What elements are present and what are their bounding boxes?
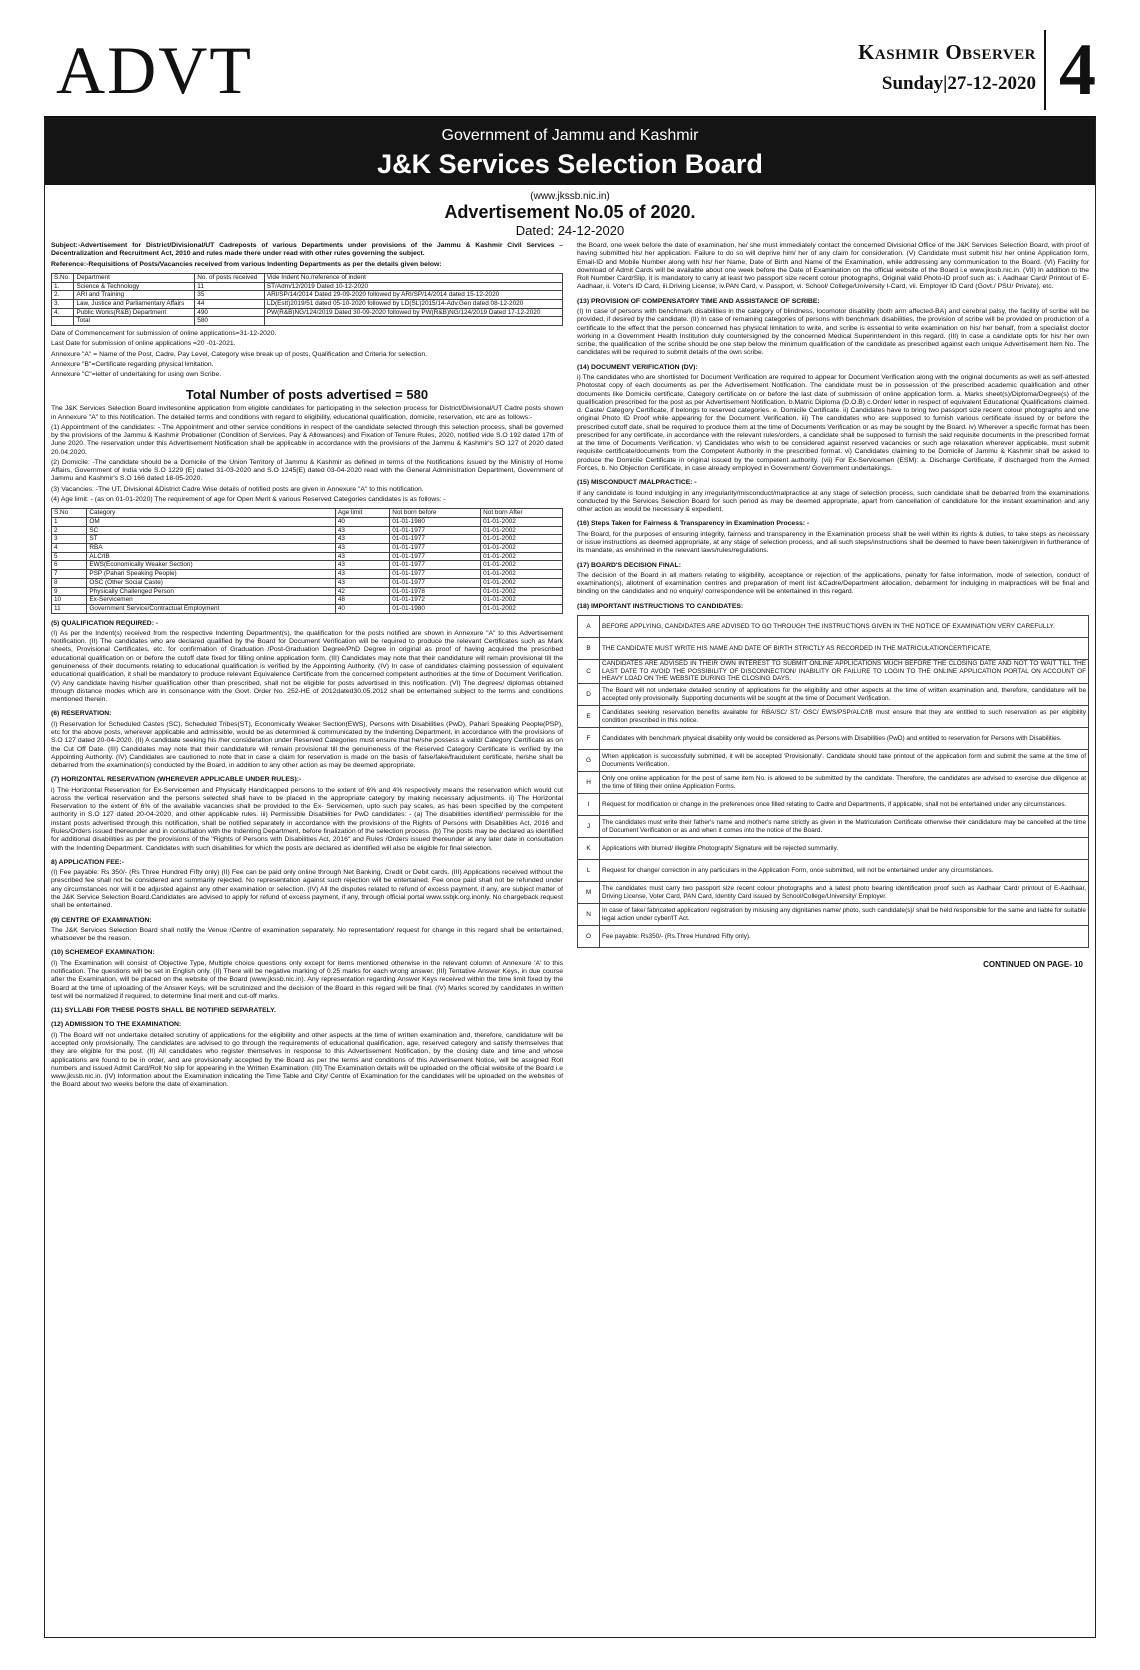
- cell: 01-01-2002: [481, 596, 563, 605]
- cell: Fee payable: Rs350/- (Rs.Three Hundred Fifty only).: [600, 926, 1089, 948]
- cell: 01-01-2002: [481, 561, 563, 570]
- section-13: (I) In case of persons with benchmark disabilities in the category of blindness, locomotor disability (both arm affected-BA) and cerebral palsy, the facility of scribe will be provided, if desired by the candidate. (II) In case of remaining categories of persons with benchmark disabilities, the provision of scribe will be provided on production of a certificate to the effect that the person concerned has physical limitation to write, and scribe is essential to write examination on his/ her behalf, from a specialist doctor working in a Government Health Institution duly countersigned by the concerned Medical Superintendent in this regard. (III) In case a candidate opts for his/ her own scribe, the qualification of the scribe should be one step below the minimum qualification of the candidate as prescribed against each unique Advertisement Item No. The candidates will be required to submit details of the own scribe.: [577, 307, 1089, 357]
- cell: 01-01-2002: [481, 518, 563, 527]
- section-11-title: (11) SYLLABI FOR THESE POSTS SHALL BE NOTIFIED SEPARATELY.: [51, 1007, 276, 1015]
- table-header: Not born After: [481, 509, 563, 518]
- section-10-title: (10) SCHEMEOF EXAMINATION:: [51, 949, 155, 957]
- table-row: [52, 518, 563, 527]
- section-17-title: (17) BOARD'S DECISION FINAL:: [577, 561, 681, 569]
- section-6: (I) Reservation for Scheduled Castes (SC), Scheduled Tribes(ST), Economically Weaker Section(EWS), Persons with Disabilities (PwD), Pahari Speaking People(PSP), etc for the above posts, wherever applicable and admissible, would be as determined & communicated by the Indenting Department, in accordance with the provisions of S.O 127 dated 20-04-2020. (II) A candidate seeking his /her consideration under Reserved Categories must ensure that he/she possess a valid/ Category Certificate as on the Cut Off Date. (III) Candidates may note that their candidature will remain provisional till the genuineness of the Reserved Category Certificate is verified by the Appointing Authority. (IV) Candidates are cautioned to note that in case a claim for reservation is made on the basis of false/fake/fraudulent certificate, he/she shall be debarred from the examination(s) conducted by the Board, in addition to any other action as may be deemed appropriate.: [51, 720, 563, 770]
- cell: Request for change/ correction in any particulars in the Application Form, once submitted, will not be entertained under any circumstances.: [600, 860, 1089, 882]
- cell: 40: [335, 518, 389, 527]
- website: (www.jkssb.nic.in): [530, 191, 610, 202]
- cell: 43: [335, 552, 389, 561]
- table-row: [52, 509, 563, 518]
- cell: RBA: [87, 544, 336, 553]
- table-header: Department: [74, 273, 195, 282]
- cell: 01-01-1980: [390, 518, 481, 527]
- table-row: [52, 535, 563, 544]
- table-row: [52, 587, 563, 596]
- cell: 4: [52, 544, 87, 553]
- table-row: [578, 706, 1089, 728]
- cell: 43: [335, 544, 389, 553]
- table-row: [52, 291, 563, 300]
- cell: Science & Technology: [74, 282, 195, 291]
- cell: 48: [335, 596, 389, 605]
- section-12: (I) The Board will not undertake detailed scrutiny of applications for the eligibility and other aspects at the time of written examination and, therefore, candidature will be accepted only provisionally. The candidates are advised to go through the requirements of educational qualification, age, reserved category and satisfy themselves that they are eligible for the post. (II) All candidates who register themselves in response to this Advertisement Notification, by the closing date and time and whose applications are found to be in order, and are provisionally accepted by the Board as per the terms and conditions of this Advertisement Notice, will be assigned Roll numbers and issued Admit Card/Roll No slip for appearing in the Written Examination. (III) The Examination details will be uploaded on the official website of the Board i.e www.jkssb.nic.in. (IV) Information about the Examination indicating the Time Table and City/ Centre of Examination for the candidates will be uploaded on the websites of the Board about two weeks before the date of examination.: [51, 1031, 563, 1089]
- cell: The candidates must carry two passport size recent colour photographs and a latest photo bearing identification proof such as Aadhaar Card/ printout of E-Aadhaar, Driving License, Voter Card, PAN Card, Identity Card issued by School/College/University/ Employer.: [600, 882, 1089, 904]
- table-row: [52, 578, 563, 587]
- issue-date: Sunday|27-12-2020: [881, 73, 1036, 94]
- table-row: [578, 816, 1089, 838]
- cell: L: [578, 860, 600, 882]
- cell: 43: [335, 526, 389, 535]
- masthead: [44, 30, 1096, 114]
- cell: 580: [195, 317, 265, 326]
- cell: 01-01-2002: [481, 526, 563, 535]
- cell: When application is successfully submitted, it will be accepted 'Provisionally'. Candidate should take printout of the application form and submit the same at the time of Documents Verification.: [600, 750, 1089, 772]
- section-16-title: (16) Steps Taken for Fairness & Transparency in Examination Process: -: [577, 520, 810, 528]
- section-16: The Board, for the purposes of ensuring integrity, fairness and transparency in the Examination process shall be well within its rights & duties, to take steps as necessary or issue instructions as deemed appropriate, at any stage of selection process, and all such steps/instructions shall be deemed to have been taken/given in furtherance of its mandate, as enshrined in the relevant laws/rules/regulations.: [577, 530, 1089, 555]
- right-intro: the Board, one week before the date of examination, he/ she must immediately contact the concerned Divisional Office of the J&K Services Selection Board, with proof of having submitted his/ her application. Failure to do so will deprive him/ her of any claim for consideration. (V) Candidate must submit his/ her online Application form, Email-ID and Mobile Number along with his/ her Name, Date of Birth and Name of the Examination, while addressing any communication to the Board. (VI) Facility for download of Admit Cards will be available about one week before the Date of Examination on the official website of the Board i.e www.jkssb.nic.in. (VII) In addition to the Roll Number Card/Slip, it is mandatory to carry at least two passport size recent colour photographs, Original valid Photo-ID proof such as: i. Aadhaar Card/ Printout of E-Aadhaar, ii. Voter's ID Card, iii.Driving License, iv.PAN Card, v. Passport, vi. School/ College/University I-Card, vii. Employer ID Card (Govt./ PSU/ Private), etc.: [577, 242, 1089, 291]
- instructions-table: [577, 615, 1089, 948]
- paper-brand: [858, 40, 1036, 95]
- date-item: Date of Commencement for submission of online applications=31-12-2020.: [51, 329, 277, 337]
- table-row: [52, 317, 563, 326]
- cell: CANDIDATES ARE ADVISED IN THEIR OWN INTEREST TO SUBMIT ONLINE APPLICATIONS MUCH BEFORE THE CLOSING DATE AND NOT TO WAIT TILL THE LAST DATE TO AVOID THE POSSIBILITY OF DISCONNECTION/ INABILITY OR FAILURE TO LOGIN TO THE ONLINE APPLICATION PORTAL ON ACCOUNT OF HEAVY LOAD ON THE WEBSITE DURING THE CLOSING DAYS.: [600, 659, 1089, 683]
- table-row: [578, 838, 1089, 860]
- cell: 2.: [52, 291, 74, 300]
- cell: Government Service/Contractual Employment: [87, 604, 336, 613]
- table-row: [578, 904, 1089, 926]
- section-8-title: 8) APPLICATION FEE:-: [51, 858, 124, 866]
- cell: 01-01-1977: [390, 526, 481, 535]
- date-item: Annexure "B"=Certificate regarding physical limitation.: [51, 360, 214, 368]
- continued-note: CONTINUED ON PAGE- 10: [983, 960, 1083, 970]
- cell: 6: [52, 561, 87, 570]
- cell: Only one online application for the post of same item No. is allowed to be submitted by the candidate. Therefore, the candidates are advised to exercise due diligence at the time of filling their online Application Forms.: [600, 772, 1089, 794]
- section-12-title: (12) ADMISSION TO THE EXAMINATION:: [51, 1021, 182, 1029]
- cell: Physically Challenged Person: [87, 587, 336, 596]
- cell: 2: [52, 526, 87, 535]
- table-row: [52, 282, 563, 291]
- cell: 11: [195, 282, 265, 291]
- advertisement-box: [44, 118, 1096, 1638]
- cell: 01-01-2002: [481, 570, 563, 579]
- section-5-title: (5) QUALIFICATION REQUIRED: -: [51, 619, 159, 627]
- table-row: [578, 882, 1089, 904]
- cell: J: [578, 816, 600, 838]
- table-row: [52, 570, 563, 579]
- section-7-title: (7) HORIZONTAL RESERVATION (WHEREVER APPLICABLE UNDER RULES):-: [51, 776, 302, 784]
- section-9-title: (9) CENTRE OF EXAMINATION:: [51, 916, 152, 924]
- cell: 01-01-1980: [390, 604, 481, 613]
- cell: Law, Justice and Parliamentary Affairs: [74, 299, 195, 308]
- cell: D: [578, 684, 600, 706]
- cell: Applications with blurred/ illegible Photograph/ Signature will be rejected summarily.: [600, 838, 1089, 860]
- cell: 43: [335, 561, 389, 570]
- cell: 7: [52, 570, 87, 579]
- cell: 01-01-1977: [390, 570, 481, 579]
- section-1: (1) Appointment of the candidates: - The Appointment and other service conditions in respect of the candidate selected through this selection process, shall be governed by the provisions of the Jammu & Kashmir Probationer (Condition of Services, Pay & Allowances) and Fixation of Tenure Rules, 2020, notified vide S.O 192 dated 17th of June 2020. The reservation under this Advertisement Notification shall be applicable in accordance with the provisions of the Jammu & Kashmir's SO 127 of 2020 dated 20.04.2020.: [51, 423, 563, 456]
- cell: 01-01-1977: [390, 535, 481, 544]
- table-row: [52, 308, 563, 317]
- table-row: [52, 526, 563, 535]
- cell: [264, 317, 562, 326]
- cell: In case of fake/ fabricated application/ registration by misusing any dignitaries name/ photo, such candidate(s)/ shall be held responsible for the same and liable for suitable legal action under cyber/IT Act.: [600, 904, 1089, 926]
- section-2: (2) Domicile: -The candidate should be a Domicile of the Union Territory of Jammu & Kashmir as defined in terms of the Notifications issued by the Ministry of Home Affairs, Government of India vide S.O 1229 (E) dated 31-03-2020 and S.O 1245(E) dated 03-04-2020 read with the General Administration Department, Government of Jammu and Kashmir's S.O 166 dated 18-05-2020.: [51, 458, 563, 483]
- cell: OSC (Other Social Caste): [87, 578, 336, 587]
- table-row: [578, 728, 1089, 750]
- cell: 44: [195, 299, 265, 308]
- cell: PW(R&B)NG/124/2019 Dated 30-09-2020 followed by PW(R&B)NG/124/2019 Dated 17-12-2020: [264, 308, 562, 317]
- cell: 490: [195, 308, 265, 317]
- cell: 01-01-2002: [481, 544, 563, 553]
- cell: C: [578, 659, 600, 683]
- cell: EWS(Economically Weaker Section): [87, 561, 336, 570]
- cell: 1: [52, 518, 87, 527]
- cell: PSP (Pahari Speaking People): [87, 570, 336, 579]
- table-row: [52, 273, 563, 282]
- cell: Public Works(R&B) Department: [74, 308, 195, 317]
- table-row: [578, 615, 1089, 637]
- section-5: (I) As per the Indent(s) received from the respective Indenting Department(s), the qualification for the posts notified are shown in Annexure "A" to this Advertisement Notification. (II) The candidates who are declared qualified by the Board for Document Verification will be required to produce the relevant Certificates such as Mark sheets, Provisional Certificates, etc. for confirmation of Graduation /Post-Graduation Degree/PhD Degree in original as proof of having acquired the prescribed educational qualification on or before the cutoff date fixed for filling online application form. (III) Candidates may note that their candidature will remain provisional till the genuineness of their documents relating to educational qualification is verified by the Appointing Authority. (IV) In case of candidates claiming possession of equivalent educational qualification, it shall be mandatory to produce relevant Equivalence Certificate from the concerned competent authorities at the time of Document Verification. (V) Any candidate having his/her qualification other than prescribed, shall not be eligible for posts advertised in this notification. (VI) The degrees/ diplomas obtained through distance modes which are in consonance with the Govt. Order No. 252-HE of 2012dated30.05.2012 shall be entertained subject to the terms and conditions mentioned therein.: [51, 629, 563, 704]
- cell: 01-01-2002: [481, 535, 563, 544]
- cell: Request for modification or change in the preferences once filled relating to Cadre and Departments, if applicable, shall not be entertained under any circumstances.: [600, 794, 1089, 816]
- intro-text: The J&K Services Selection Board invitesonline application from eligible candidates for participating in the selection process for District/Divisional/UT Cadre posts shown in Annexure "A" to this Notification. The detailed terms and conditions with regard to eligibility, educational qualification, domicile, reservation, etc are as follows:-: [51, 405, 563, 421]
- cell: 01-01-1972: [390, 596, 481, 605]
- cell: 1.: [52, 282, 74, 291]
- cell: E: [578, 706, 600, 728]
- table-row: [578, 926, 1089, 948]
- cell: 9: [52, 587, 87, 596]
- cell: H: [578, 772, 600, 794]
- page-number: 4: [1044, 30, 1096, 110]
- advertisement-date: Dated: 24-12-2020: [515, 223, 625, 238]
- newspaper-page: [44, 30, 1096, 1640]
- table-header: Not born before: [390, 509, 481, 518]
- table-row: [578, 772, 1089, 794]
- cell: The Board will not undertake detailed scrutiny of applications for the eligibility and other aspects at the time of written examination and, therefore, candidature will be accepted only provisionally. Supporting documents will be sought at the time of Document Verification.: [600, 684, 1089, 706]
- cell: The candidates must write their father's name and mother's name strictly as given in the Matriculation Certificate otherwise their candidature may be cancelled at the time of Document Verification or as and when it comes into the notice of the Board.: [600, 816, 1089, 838]
- cell: 40: [335, 604, 389, 613]
- cell: 5: [52, 552, 87, 561]
- table-row: [52, 552, 563, 561]
- section-18-title: (18) IMPORTANT INSTRUCTIONS TO CANDIDATES:: [577, 602, 744, 610]
- cell: 01-01-2002: [481, 552, 563, 561]
- section-14-title: (14) DOCUMENT VERIFICATION (DV):: [577, 363, 698, 371]
- section-3: (3) Vacancies: -The UT, Divisional &District Cadre Wise details of notified posts are given in Annexure "A" to this notification.: [51, 485, 424, 493]
- paper-name: Kashmir Observer: [858, 40, 1036, 64]
- cell: 35: [195, 291, 265, 300]
- table-header: Age limit: [335, 509, 389, 518]
- cell: 43: [335, 535, 389, 544]
- cell: THE CANDIDATE MUST WRITE HIS NAME AND DATE OF BIRTH STRICTLY AS RECORDED IN THE MATRICULATIONCERTIFICATE.: [600, 637, 1089, 659]
- columns: [51, 242, 1089, 1092]
- cell: N: [578, 904, 600, 926]
- table-row: [578, 684, 1089, 706]
- section-7: i) The Horizontal Reservation for Ex-Servicemen and Physically Handicapped persons to the extent of 6% and 4% respectively means the reservation which would cut across the vertical reservation and the persons selected shall have to be placed in the appropriate category by making necessary adjustments. ii) The Horizontal Reservation to the extent of 6% of the available vacancies shall be provided to the Ex- Servicemen, upto such pay scales, as has been specified by the competent authority in S.O 127 dated 20-04-2020, and other applicable rules. iii) Permissible Disabilities for PwD candidates: - (a) The disabilities identified/ permissible for the instant posts advertised through this notification, shall be notified separately in accordance with the provisions of the Rights of Persons with Disabilities Act, 2016 and Rules/Orders issued thereunder and in consultation with the Indenting Department, before finalization of the selection process. (b) The posts may be declared as identified for additional disabilities as per the provisions of the "Rights of Persons with Disabilities Act, 2016" and Rules /Orders issued thereunder at any later date in consultation with the Indenting Department. Candidates with such disabilities for which the posts are declared as identified will also be eligible for final selection.: [51, 786, 563, 852]
- left-column: [51, 242, 563, 1092]
- cell: 4.: [52, 308, 74, 317]
- cell: ARI/SP/14/2014 Dated 29-09-2020 followed by ARI/SP/14/2014 dated 15-12-2020: [264, 291, 562, 300]
- cell: K: [578, 838, 600, 860]
- cell: ST/Adm/12/2019 Dated 10-12-2020: [264, 282, 562, 291]
- cell: BEFORE APPLYING, CANDIDATES ARE ADVISED TO GO THROUGH THE INSTRUCTIONS GIVEN IN THE NOTICE OF EXAMINATION VERY CAREFULLY.: [600, 615, 1089, 637]
- board-name: J&K Services Selection Board: [377, 149, 763, 179]
- cell: 8: [52, 578, 87, 587]
- date-item: Annexure "A" = Name of the Post, Cadre, Pay Level, Category wise break up of posts, Qualification and Criteria for selection.: [51, 350, 428, 358]
- section-15-title: (15) MISCONDUCT /MALPRACTICE: -: [577, 479, 697, 487]
- section-6-title: (6) RESERVATION:: [51, 710, 112, 718]
- section-8: (I) Fee payable: Rs 350/- (Rs Three Hundred Fifty only) (II) Fee can be paid only online through Net Banking, Credit or Debit cards. (III) Applications received without the prescribed fee shall not be considered and summarily rejected. No representation against such rejection will be entertained. Fee once paid shall not be refunded under any circumstances nor will it be adjusted against any other examination or selection. (IV) All the disputes related to refund of excess payment, if any, are subject matter of the J&K Service Selection Board.Candidates are advised to apply for refund of excess payment, if any, through official portal www.ssbjk.org.inonly. No chargeback request shall be entertained.: [51, 869, 563, 910]
- table-row: [52, 544, 563, 553]
- table-row: [52, 604, 563, 613]
- section-13-title: (13) PROVISION OF COMPENSATORY TIME AND ASSISTANCE OF SCRIBE:: [577, 297, 820, 305]
- section-14: i) The candidates who are shortlisted for Document Verification are required to appear for Document Verification along with the original documents as well as self-attested Photostat copy of each documents as per the Advertisement Notification. The candidate must be in possession of the prescribed academic qualification and other documents like Domicile certificate, Category certificate on or before the last date of submission of online application form. a. Marks sheet(s)/Diploma/Degree(s) of the qualification prescribed for the post as per Advertisement Notification. b.Matric Diploma (D.O.B) c.Order/ letter in respect of equivalent Educational Qualifications claimed. d. Caste/ Category Certificate, if belongs to reserved categories. e. Domicile Certificate. ii) Candidates have to bring two passport size recent colour photographs and one original Photo ID Proof while appearing for the Document Verification. iii) The candidates who are supposed to furnish various certificate issued by or before the prescribed cutoff date, shall be required to produce them at the time of Documents Verification or as may be sought by the Board. iv) Wherever a specific format has been prescribed for any certificate, in accordance with the relevant rules/orders, a candidate shall be supposed to furnish the said requisite documents in the prescribed format at the time of Documents Verification. v) Candidates who wish to be considered against reserved vacancies or such age relaxation wherever applicable, must submit requisite certificate/documents from the Competent Authority in the prescribed format. vi) Candidates claiming to be Domicile of Jammu & Kashmir shall be asked to produce the Domicile Certificate in original issued by the competent authority. (vii) For Ex-Servicemen (ESM): a. Discharge Certificate, if discharged from the Armed Forces, b. No Objection Certificate, in case already employed in Government/ Government undertakings.: [577, 373, 1089, 473]
- cell: 43: [335, 570, 389, 579]
- cell: 3: [52, 535, 87, 544]
- cell: Ex-Servicemen: [87, 596, 336, 605]
- subject: Subject:-Advertisement for District/Divisional/UT Cadreposts of various Departments under provisions of the Jammu & Kashmir Civil Services – Decentralization and Recruitment Act, 2010 and rules made there under read with other rules governing the subject.: [51, 242, 563, 258]
- section-17: The decision of the Board in all matters relating to eligibility, acceptance or rejection of the applications, penalty for false information, mode of selection, conduct of examination(s), allotment of examination centres and preparation of merit list &Cadre/Department allocation, debarment for indulging in malpractices will be final and binding on the candidates and no enquiry/ correspondence will be entertained in this regard.: [577, 571, 1089, 596]
- cell: O: [578, 926, 600, 948]
- table-row: [578, 860, 1089, 882]
- cell: M: [578, 882, 600, 904]
- cell: 42: [335, 587, 389, 596]
- cell: 43: [335, 578, 389, 587]
- cell: B: [578, 637, 600, 659]
- reference: Reference:-Requisitions of Posts/Vacancies received from various Indenting Departments as per the details given below:: [51, 260, 442, 268]
- cell: G: [578, 750, 600, 772]
- cell: 01-01-2002: [481, 604, 563, 613]
- cell: SC: [87, 526, 336, 535]
- cell: 01-01-1978: [390, 587, 481, 596]
- section-9: The J&K Services Selection Board shall notify the Venue /Centre of examination separately. No representation/ request for change in this regard shall be entertained, whatsoever be the reason.: [51, 926, 563, 943]
- board-banner: [45, 119, 1095, 185]
- age-table: [51, 508, 563, 613]
- table-row: [52, 596, 563, 605]
- table-row: [578, 750, 1089, 772]
- cell: 01-01-2002: [481, 578, 563, 587]
- cell: 01-01-1977: [390, 552, 481, 561]
- table-header: S.No: [52, 509, 87, 518]
- table-row: [578, 659, 1089, 683]
- table-row: [52, 299, 563, 308]
- table-row: [578, 637, 1089, 659]
- advertisement-number: Advertisement No.05 of 2020.: [444, 202, 696, 222]
- cell: OM: [87, 518, 336, 527]
- date-item: Annexure "C"=letter of undertaking for using own Scribe.: [51, 371, 222, 379]
- cell: [52, 317, 74, 326]
- cell: 01-01-1977: [390, 561, 481, 570]
- cell: ARI and Training: [74, 291, 195, 300]
- cell: 01-01-1977: [390, 544, 481, 553]
- section-15: If any candidate is found indulging in any irregularity/misconduct/malpractice at any stage of selection process, such candidate shall be debarred from the examinations conducted by the Services Selection Board for such period as may be deemed appropriate, apart from cancellation of candidature for the instant examination and any other action as would be necessary & expedient.: [577, 489, 1089, 514]
- table-row: [578, 794, 1089, 816]
- total-posts-heading: Total Number of posts advertised = 580: [185, 387, 429, 403]
- cell: 3.: [52, 299, 74, 308]
- cell: I: [578, 794, 600, 816]
- section-4: (4) Age limit: - (as on 01-01-2020) The requirement of age for Open Merit & various Reserved Categories candidates is as follows: -: [51, 496, 446, 504]
- cell: Candidates with benchmark physical disability only would be considered as Persons with Disabilities (PwD) and entitled to reservation for Persons with Disabilities.: [600, 728, 1089, 750]
- advt-heading: ADVT: [56, 32, 253, 108]
- cell: 01-01-1977: [390, 578, 481, 587]
- government-name: Government of Jammu and Kashmir: [441, 127, 699, 144]
- cell: Candidates seeking reservation benefits available for RBA/SC/ ST/ OSC/ EWS/PSP/ALC/IB must ensure that they are entitled to such reservation as per eligibility condition prescribed in this notice.: [600, 706, 1089, 728]
- right-column: [577, 242, 1089, 1092]
- posts-table: [51, 273, 563, 326]
- date-item: Last Date for submission of online applications =20 -01-2021.: [51, 340, 236, 348]
- table-header: Category: [87, 509, 336, 518]
- cell: F: [578, 728, 600, 750]
- cell: LD(Estt)2019/51 dated 05-10-2020 followed by LD(SL)2015/14-Adv.Gen dated 08-12-2020: [264, 299, 562, 308]
- cell: 11: [52, 604, 87, 613]
- cell: Total: [74, 317, 195, 326]
- table-row: [52, 561, 563, 570]
- table-header: Vide Indent No./reference of indent: [264, 273, 562, 282]
- section-10: (I) The Examination will consist of Objective Type, Multiple choice questions only except for items mentioned otherwise in the relevant column of Annexure 'A' to this notification. The questions will be set in English only. (II) There will be negative marking of 0.25 marks for each wrong answer. (III) Tentative Answer Keys, in due course after the Examination, will be placed on the website of the Board (www.jkssb.nic.in). Any representation regarding Answer Keys received within the time limit fixed by the Board at the time of uploading of the Answer Keys, will be scrutinized and the decision of the Board in this regard will be final. (IV) Marks scored by candidates in written test will be normalized if required, to determine final merit and cut-off marks.: [51, 959, 563, 1000]
- table-header: No. of posts received: [195, 273, 265, 282]
- cell: ST: [87, 535, 336, 544]
- cell: 10: [52, 596, 87, 605]
- cell: 01-01-2002: [481, 587, 563, 596]
- cell: A: [578, 615, 600, 637]
- table-header: S.No.: [52, 273, 74, 282]
- cell: ALC/IB: [87, 552, 336, 561]
